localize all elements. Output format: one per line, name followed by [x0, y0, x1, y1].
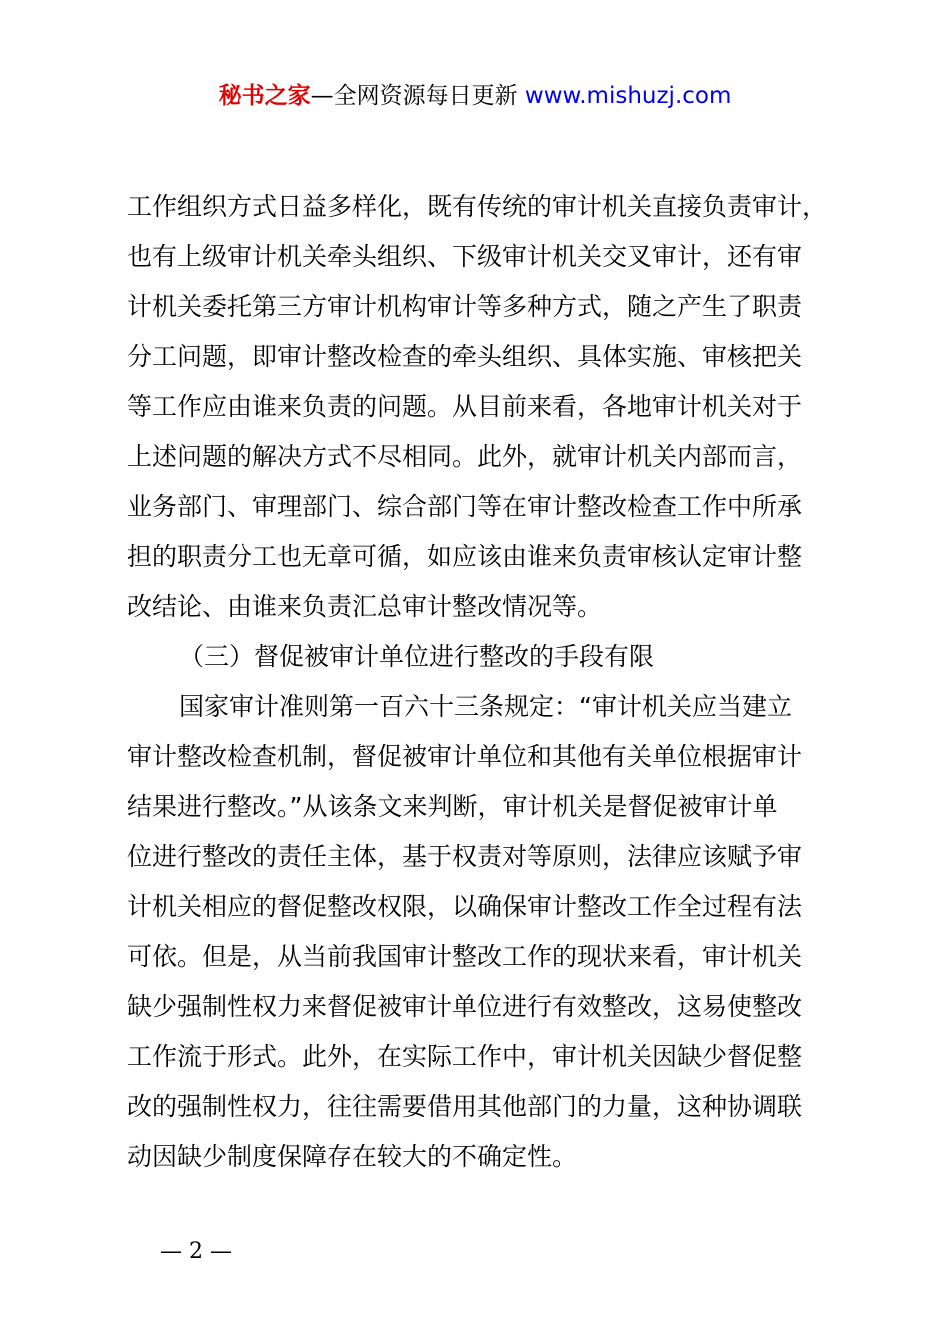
body-line: 计机关相应的督促整改权限，以确保审计整改工作全过程有法: [127, 892, 803, 921]
body-line: 缺少强制性权力来督促被审计单位进行有效整改，这易使整改: [127, 992, 803, 1021]
paragraph-first-line: 国家审计准则第一百六十三条规定：“审计机关应当建立: [179, 692, 792, 721]
body-line: 等工作应由谁来负责的问题。从目前来看，各地审计机关对于: [127, 392, 803, 421]
site-url-link[interactable]: www.mishuzj.com: [524, 83, 732, 109]
body-line: 计机关委托第三方审计机构审计等多种方式，随之产生了职责: [127, 292, 803, 321]
brand-name: 秘书之家: [218, 83, 311, 109]
body-line: 工作流于形式。此外，在实际工作中，审计机关因缺少督促整: [127, 1042, 803, 1071]
body-line: 业务部门、审理部门、综合部门等在审计整改检查工作中所承: [127, 492, 803, 521]
body-line: 动因缺少制度保障存在较大的不确定性。: [127, 1142, 578, 1171]
body-line: 改结论、由谁来负责汇总审计整改情况等。: [127, 592, 603, 621]
body-line: 工作组织方式日益多样化，既有传统的审计机关直接负责审计，: [127, 192, 828, 221]
body-line: 改的强制性权力，往往需要借用其他部门的力量，这种协调联: [127, 1092, 803, 1121]
body-line: 上述问题的解决方式不尽相同。此外，就审计机关内部而言，: [127, 442, 803, 471]
document-body: [127, 182, 837, 1182]
banner-tagline: —全网资源每日更新: [310, 83, 518, 109]
body-line: 可依。但是，从当前我国审计整改工作的现状来看，审计机关: [127, 942, 803, 971]
body-line: 位进行整改的责任主体，基于权责对等原则，法律应该赋予审: [127, 842, 803, 871]
body-line: 担的职责分工也无章可循，如应该由谁来负责审核认定审计整: [127, 542, 803, 571]
section-heading: （三）督促被审计单位进行整改的手段有限: [179, 642, 655, 671]
body-line: 也有上级审计机关牵头组织、下级审计机关交叉审计，还有审: [127, 242, 803, 271]
body-line: 分工问题，即审计整改检查的牵头组织、具体实施、审核把关: [127, 342, 803, 371]
body-line: 结果进行整改。”从该条文来判断，审计机关是督促被审计单: [127, 792, 778, 821]
site-banner: [0, 80, 950, 112]
page-number: — 2 —: [160, 1239, 232, 1264]
body-line: 审计整改检查机制，督促被审计单位和其他有关单位根据审计: [127, 742, 803, 771]
